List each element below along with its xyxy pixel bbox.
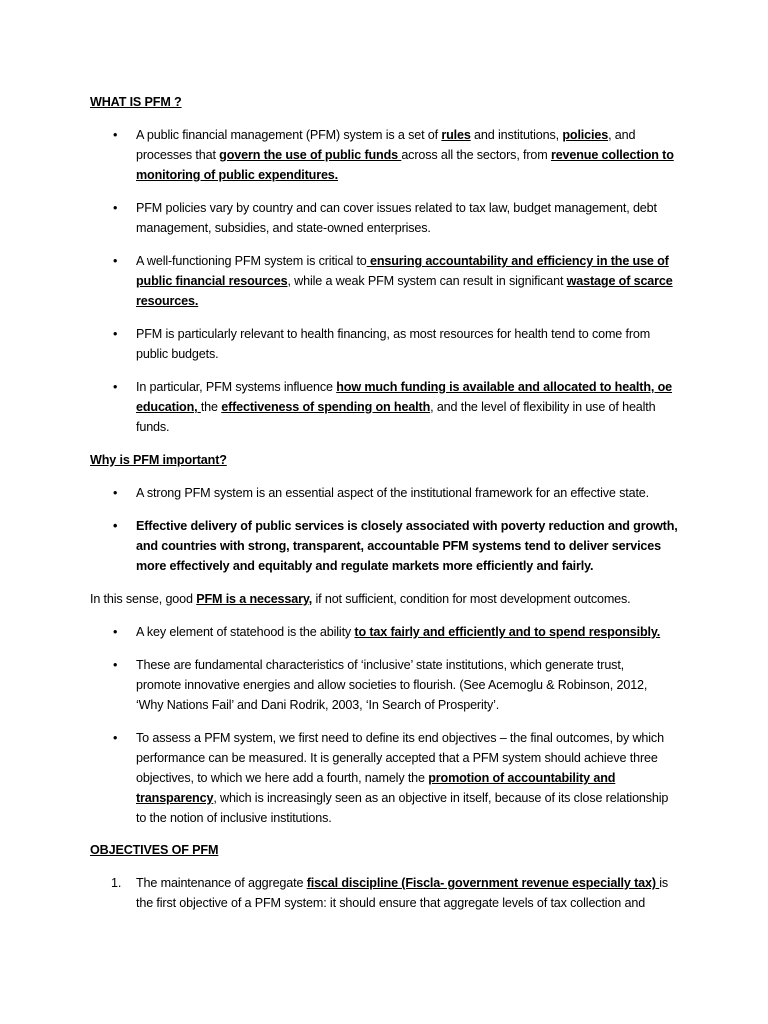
paragraph-line: A key element of statehood is the ability to tax fairly and efficiently and to spend responsibly. [136,625,661,639]
paragraph-line: To assess a PFM system, we first need to define its end objectives – the final outcomes, by which [136,731,664,745]
paragraph-line: public budgets. [136,347,219,361]
bullet-marker: • [113,128,118,142]
bullet-marker: • [113,731,118,745]
emphasis: wastage of scarce [566,274,673,288]
paragraph-line: and countries with strong, transparent, accountable PFM systems tend to deliver services [136,539,661,553]
paragraph-line: The maintenance of aggregate fiscal discipline (Fiscla- government revenue especially tax) is [136,876,669,890]
emphasis: transparency [136,791,214,805]
paragraph-line: performance can be measured. It is generally accepted that a PFM system should achieve three [136,751,658,765]
paragraph-line: resources. [136,294,199,308]
list-number: 1. [111,876,122,890]
bullet-marker: • [113,254,118,268]
paragraph-line: In this sense, good PFM is a necessary, if not sufficient, condition for most development outcomes. [90,592,631,606]
paragraph-line: Effective delivery of public services is closely associated with poverty reduction and growth, [136,519,678,533]
paragraph-line: funds. [136,420,170,434]
paragraph-line: education, the effectiveness of spending on health, and the level of flexibility in use of health [136,400,656,414]
emphasis: revenue collection to [550,148,674,162]
bullet-marker: • [113,201,118,215]
heading-what-is-pfm: WHAT IS PFM ? [90,95,182,109]
bullet-marker: • [113,519,118,533]
emphasis: fiscal discipline (Fiscla- government revenue especially tax) [306,876,660,890]
paragraph-line: A strong PFM system is an essential aspect of the institutional framework for an effective state. [136,486,649,500]
bullet-marker: • [113,486,118,500]
paragraph-line: PFM is particularly relevant to health financing, as most resources for health tend to come from [136,327,651,341]
paragraph-line: A well-functioning PFM system is critical to ensuring accountability and efficiency in the use of [136,254,669,268]
emphasis: rules [441,128,471,142]
emphasis: effectiveness of spending on health [221,400,431,414]
paragraph-line: ‘Why Nations Fail’ and Dani Rodrik, 2003, ‘In Search of Prosperity’. [136,698,500,712]
emphasis: to tax fairly and efficiently and to spend responsibly. [354,625,661,639]
bullet-marker: • [113,658,118,672]
emphasis: PFM is a necessary, [196,592,313,606]
paragraph-line: processes that govern the use of public funds across all the sectors, from revenue collection to [136,148,674,162]
paragraph-line: In particular, PFM systems influence how much funding is available and allocated to health, oe [136,380,672,394]
bullet-marker: • [113,625,118,639]
heading-objectives-of-pfm: OBJECTIVES OF PFM [90,843,219,857]
emphasis: how much funding is available and allocated to health, oe [336,380,672,394]
paragraph-line: These are fundamental characteristics of ‘inclusive’ state institutions, which generate trust, [136,658,625,672]
paragraph-line: monitoring of public expenditures. [136,168,339,182]
bullet-marker: • [113,380,118,394]
paragraph-line: more effectively and equitably and regulate markets more efficiently and fairly. [136,559,594,573]
emphasis: promotion of accountability and [428,771,616,785]
emphasis: ensuring accountability and efficiency in the use of [366,254,669,268]
paragraph-line: promote innovative energies and allow societies to flourish. (See Acemoglu & Robinson, 2012, [136,678,648,692]
emphasis: public financial resources [136,274,288,288]
paragraph-line: public financial resources, while a weak PFM system can result in significant wastage of scarce [136,274,673,288]
paragraph-line: PFM policies vary by country and can cover issues related to tax law, budget management, debt [136,201,657,215]
emphasis: education, [136,400,201,414]
emphasis: policies [562,128,609,142]
paragraph-line: to the notion of inclusive institutions. [136,811,332,825]
paragraph-line: objectives, to which we here add a fourth, namely the promotion of accountability and [136,771,616,785]
bullet-marker: • [113,327,118,341]
paragraph-line: transparency, which is increasingly seen as an objective in itself, because of its close relationship [136,791,669,805]
heading-why-pfm-important: Why is PFM important? [90,453,227,467]
paragraph-line: the first objective of a PFM system: it should ensure that aggregate levels of tax collection and [136,896,646,910]
emphasis: govern the use of public funds [219,148,402,162]
paragraph-line: management, subsidies, and state-owned enterprises. [136,221,431,235]
paragraph-line: A public financial management (PFM) system is a set of rules and institutions, policies, and [136,128,636,142]
